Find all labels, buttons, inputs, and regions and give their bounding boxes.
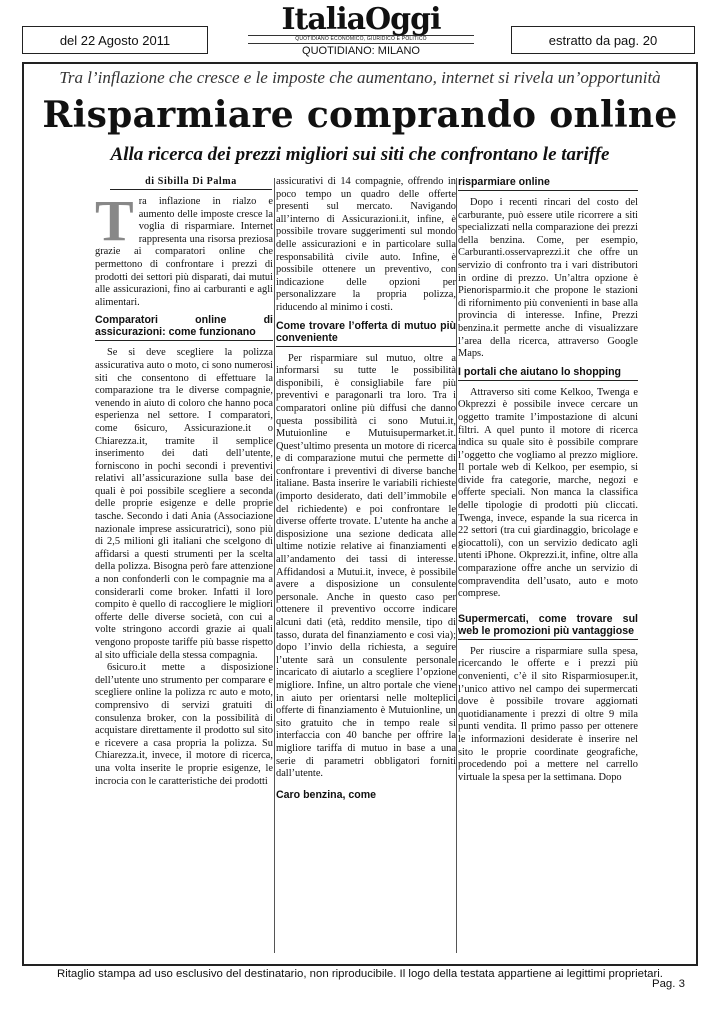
section-heading-supermarkets: Supermercati, come trovare sul web le promozioni più vantaggiose	[458, 613, 638, 640]
paragraph: Per risparmiare sul mutuo, oltre a informarsi su tutte le possibilità disponibili, è consigliabile fare più preventivi e paragonarli tra loro. Tra i comparatori online più diffusi che danno questa possibilità ci sono Mutui.it, Mutuionline e Mutuisupermarket.it. Quest’ultimo presenta un motore di ricerca e di comparazione mutui che permette di confrontare i preventivi di diverse banche italiane. Basta inserire le variabili richieste (importo desiderato, dati dell’immobile e del richiedente) e poi confrontare le diverse offerte trovate. L’utente ha anche a disposizione una sezione dedicata alle ultime notizie relative ai finanziamenti e all’andamento dei tassi di interesse. Affidandosi a Mutui.it, invece, è possibile avere a disposizione un consulente personale. Anche in questo caso per ottenere il preventivo occorre indicare alcuni dati (età, reddito mensile, tipo di tasso, durata del finanziamento e così via); dopo l’invio della richiesta, a seguire l’utente sarà un consulente personale incaricato di aiutarlo a scegliere l’opzione migliore. Infine, un altro portale che viene in aiuto per orientarsi nelle molteplici offerte di finanziamento è Mutuionline, un sito gratuito che in tempo reale si interfaccia con 40 banche per offrire la migliore tariffa di mutuo in base a una serie di parametri obbligatori forniti dall’utente.	[276, 352, 456, 780]
article-kicker: Tra l’inflazione che cresce e le imposte che aumentano, internet si rivela un’opportunità	[59, 68, 661, 87]
article-headline: Risparmiare comprando online	[42, 94, 678, 136]
paragraph: Per riuscire a risparmiare sulla spesa, ricercando le offerte e i prezzi più convenienti, c’è il sito Risparmiosuper.it, l’unico attivo nel campo dei supermercati dove è possibile trovare aggiornati quotidianamente i prezzi di oltre 9 mila punti vendita. Il primo passo per ottenere le informazioni desiderate è inserire nel sito le proprie coordinate geografiche, procedendo poi a mettere nel carrello virtuale la spesa per la settimana. Dopo	[458, 645, 638, 783]
article-subhead: Alla ricerca dei prezzi migliori sui siti che confrontano le tariffe	[110, 144, 610, 165]
paragraph: 6sicuro.it mette a disposizione dell’utente uno strumento per comparare e scegliere online la polizza rc auto e moto, comprensivo di servizi gratuiti di consulenza broker, con la possibilità di acquistare direttamente il prodotto sul sito e ricevere a casa propria la polizza. Su Chiarezza.it, invece, il motore di ricerca, una volta inserite le proprie esigenze, le incrocia con le caratteristiche dei prodotti	[95, 662, 273, 787]
masthead	[248, 2, 474, 65]
paragraph: Se si deve scegliere la polizza assicurativa auto o moto, ci sono numerosi siti che consentono di effettuare la comparazione tra le diverse compagnie, venendo in aiuto di coloro che hanno poca esperienza nel settore. I comparatori, come 6sicuro, Assicurazione.it o Chiarezza.it, tramite il semplice inserimento dei dati dell’utente, forniscono in pochi secondi i preventivi relativi all’assicurazione sulla base dei quali è poi possibile scegliere a seconda delle proprie esigenze e delle proprie tasche. Secondo i dati Ania (Associazione nazionale imprese assicuratrici), sono più di 2,5 milioni gli italiani che scelgono di affidarsi a questi strumenti per la scelta della polizza. Bisogna però fare attenzione a non confonderli con le compagnie ma a considerarli come broker. Infatti il loro compito è quello di raccogliere le migliori offerte delle diverse società, con cui a volte stringono accordi grazie ai quali vengono proposte tariffe più basse rispetto al sito ufficiale della stessa compagnia.	[95, 347, 273, 661]
date-label: del 22 Agosto 2011	[59, 32, 171, 48]
extract-label: estratto da pag. 20	[548, 32, 658, 48]
section-heading-mortgage: Come trovare l’offerta di mutuo più conveniente	[276, 320, 456, 347]
paragraph: Dopo i recenti rincari del costo del carburante, può essere utile ricorrere a siti specializzati nella comparazione dei prezzi della benzina. Come, per esempio, Carburanti.osservaprezzi.it che offre un servizio di confronto tra i vari distributori in ordine di prezzo. Un’altra opzione è Pienorisparmio.it che propone le stazioni di rifornimento più convenienti in base alla provincia di interesse. Infine, Prezzi benzina.it permette anche di visualizzare l’area della ricerca, attraverso Google Maps.	[458, 197, 638, 360]
paragraph: Attraverso siti come Kelkoo, Twenga e Okprezzi è possibile invece cercare un oggetto tramite l’impostazione di alcuni filtri. A quel punto il motore di ricerca indica su quale sito è possibile comprare l’oggetto che vogliamo al prezzo migliore. Il portale web di Kelkoo, per esempio, si divide fra categorie, marche, negozi e offerte speciali. Non manca la classifica delle tipologie di prodotti più cliccati. Twenga, invece, espande la sua ricerca in 22 settori (tra cui giardinaggio, bricolage e giocattoli), con un servizio dedicato agli utenti iPhone. Okprezzi.it, infine, oltre alla comparazione offre anche un servizio di compravendita dell’usato, auto e moto comprese.	[458, 386, 638, 600]
page-number: Pag. 3	[652, 978, 685, 990]
column-2	[276, 176, 456, 809]
logo-subline: QUOTIDIANO ECONOMICO, GIURIDICO E POLITICO	[248, 35, 474, 44]
edition-label: QUOTIDIANO: MILANO	[302, 45, 420, 57]
date-box	[22, 26, 208, 54]
column-3	[458, 176, 638, 784]
section-heading-fuel: Caro benzina, come	[276, 788, 377, 801]
footer-notice: Ritaglio stampa ad uso esclusivo del destinatario, non riproducibile. Il logo della testata appartiene ai legittimi proprietari.	[57, 968, 663, 980]
column-1	[95, 188, 273, 788]
column-divider	[274, 178, 275, 953]
section-heading-shopping: I portali che aiutano lo shopping	[458, 366, 638, 381]
newspaper-logo: ItaliaOggi	[281, 2, 441, 37]
intro-paragraph: ra inflazione in rialzo e aumento delle imposte cresce la voglia di risparmiare. Internet rappresenta una risorsa preziosa grazie ai comparatori online che permettono di confrontare i prezzi di prodotti dei settori più disparati, dai mutui alle assicurazioni, fino ai carburanti e agli alimentari.	[95, 196, 273, 308]
article-byline: di Sibilla Di Palma	[110, 176, 272, 190]
column-divider	[456, 178, 457, 953]
section-heading-insurance: Comparatori online di assicurazioni: come funzionano	[95, 314, 273, 341]
extract-box	[511, 26, 695, 54]
paragraph: assicurativi di 14 compagnie, offrendo in poco tempo un quadro delle offerte presenti sul mercato. Navigando all’interno di Assicurazioni.it, infine, è possibile trovare suggerimenti sul mondo delle assicurazioni e in particolare sulla responsabilità civile auto. Infine, è possibile ottenere un preventivo, con indicazione delle opzioni per personalizzare la propria polizza, riducendo al minimo i costi.	[276, 176, 456, 313]
drop-cap: T	[95, 188, 134, 253]
section-heading-fuel-cont: risparmiare online	[458, 176, 638, 191]
